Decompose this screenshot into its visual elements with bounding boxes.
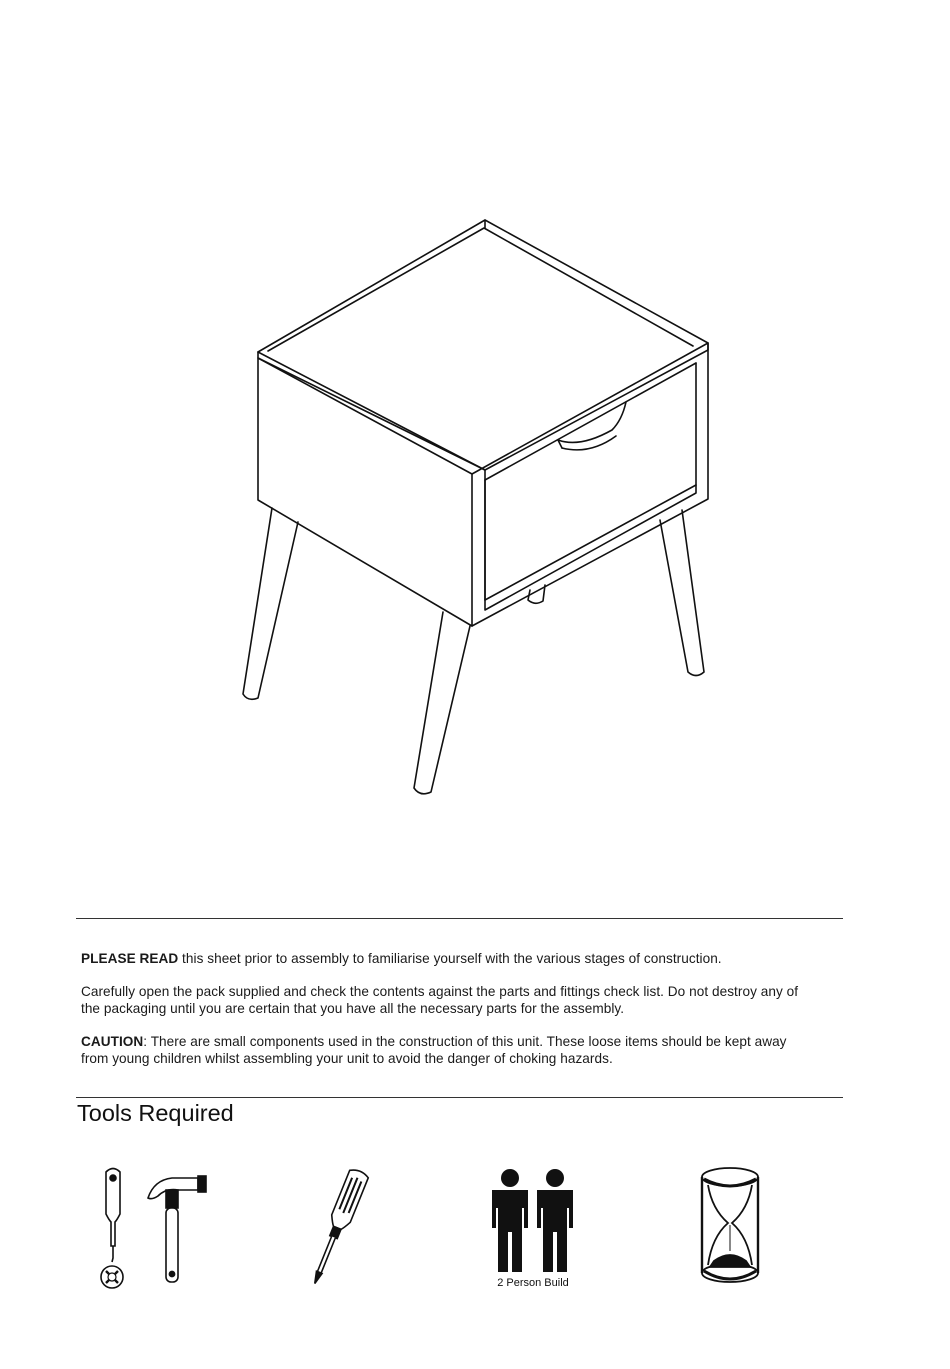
please-read-paragraph <box>81 950 871 967</box>
please-read-label: PLEASE READ <box>81 951 179 966</box>
caution-line-1 <box>81 1033 871 1050</box>
check-contents-paragraph <box>81 983 871 1017</box>
check-contents-line-1: Carefully open the pack supplied and check the contents against the parts and fittings check list. Do not destroy any of <box>81 984 799 999</box>
bottom-divider <box>76 1097 843 1098</box>
hammer-icon <box>144 1170 208 1286</box>
tools-required-heading: Tools Required <box>77 1100 234 1126</box>
two-person-icon <box>488 1166 578 1276</box>
two-person-caption: 2 Person Build <box>497 1277 569 1289</box>
please-read-text: this sheet prior to assembly to familiarise yourself with the various stages of construction. <box>178 951 722 966</box>
caution-paragraph <box>81 1033 871 1067</box>
cross-screwdriver-icon <box>96 1166 130 1292</box>
check-contents-line-2: the packaging until you are certain that you have all the necessary parts for the assembly. <box>81 1001 625 1016</box>
top-divider <box>76 918 843 919</box>
caution-text-1: : There are small components used in the construction of this unit. These loose items should be kept away <box>143 1034 787 1049</box>
person-figure-left <box>492 1169 528 1272</box>
flat-screwdriver-icon <box>298 1166 372 1292</box>
caution-label: CAUTION <box>81 1034 144 1049</box>
caution-line-2: from young children whilst assembling your unit to avoid the danger of choking hazards. <box>81 1051 613 1066</box>
hourglass-icon <box>694 1163 766 1287</box>
person-figure-right <box>537 1169 573 1272</box>
